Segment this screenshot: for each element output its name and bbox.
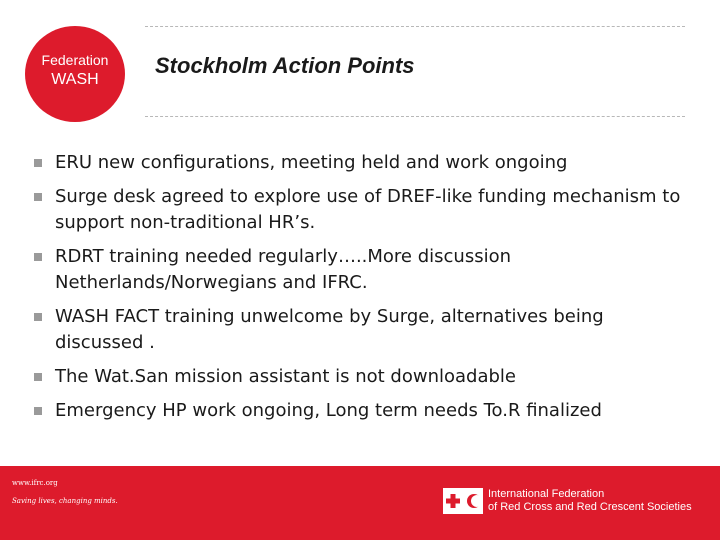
bullet-square-icon <box>34 159 42 167</box>
title-divider <box>145 116 685 117</box>
page-title: Stockholm Action Points <box>155 53 415 78</box>
red-cross-icon <box>443 488 463 514</box>
organization-name <box>488 488 692 514</box>
org-name-line-2: of Red Cross and Red Crescent Societies <box>488 501 692 513</box>
bullet-square-icon <box>34 313 42 321</box>
list-item-text: RDRT training needed regularly…..More discussion Netherlands/Norwegians and IFRC. <box>55 246 512 293</box>
red-crescent-icon <box>463 488 483 514</box>
bullet-square-icon <box>34 253 42 261</box>
footer-bar <box>0 466 720 540</box>
list-item <box>34 304 694 356</box>
list-item <box>34 398 694 424</box>
list-item <box>34 364 694 390</box>
footer-url[interactable]: www.ifrc.org <box>12 479 58 487</box>
list-item-text: WASH FACT training unwelcome by Surge, alternatives being discussed . <box>55 306 604 353</box>
list-item-text: ERU new configurations, meeting held and work ongoing <box>55 152 568 173</box>
org-name-line-1: International Federation <box>488 488 605 500</box>
top-divider <box>145 26 685 27</box>
badge-line-1: Federation <box>41 52 109 68</box>
federation-wash-badge <box>25 26 125 122</box>
bullet-square-icon <box>34 373 42 381</box>
bullet-square-icon <box>34 193 42 201</box>
list-item <box>34 150 694 176</box>
bullet-square-icon <box>34 407 42 415</box>
list-item <box>34 244 694 296</box>
list-item-text: The Wat.San mission assistant is not downloadable <box>55 366 516 387</box>
footer-slogan: Saving lives, changing minds. <box>12 497 118 505</box>
list-item-text: Surge desk agreed to explore use of DREF-like funding mechanism to support non-traditional HR’s. <box>55 186 681 233</box>
list-item-text: Emergency HP work ongoing, Long term needs To.R finalized <box>55 400 602 421</box>
list-item <box>34 184 694 236</box>
badge-line-2: WASH <box>51 71 99 88</box>
action-points-list <box>34 150 694 432</box>
red-cross-red-crescent-logo <box>443 488 483 514</box>
